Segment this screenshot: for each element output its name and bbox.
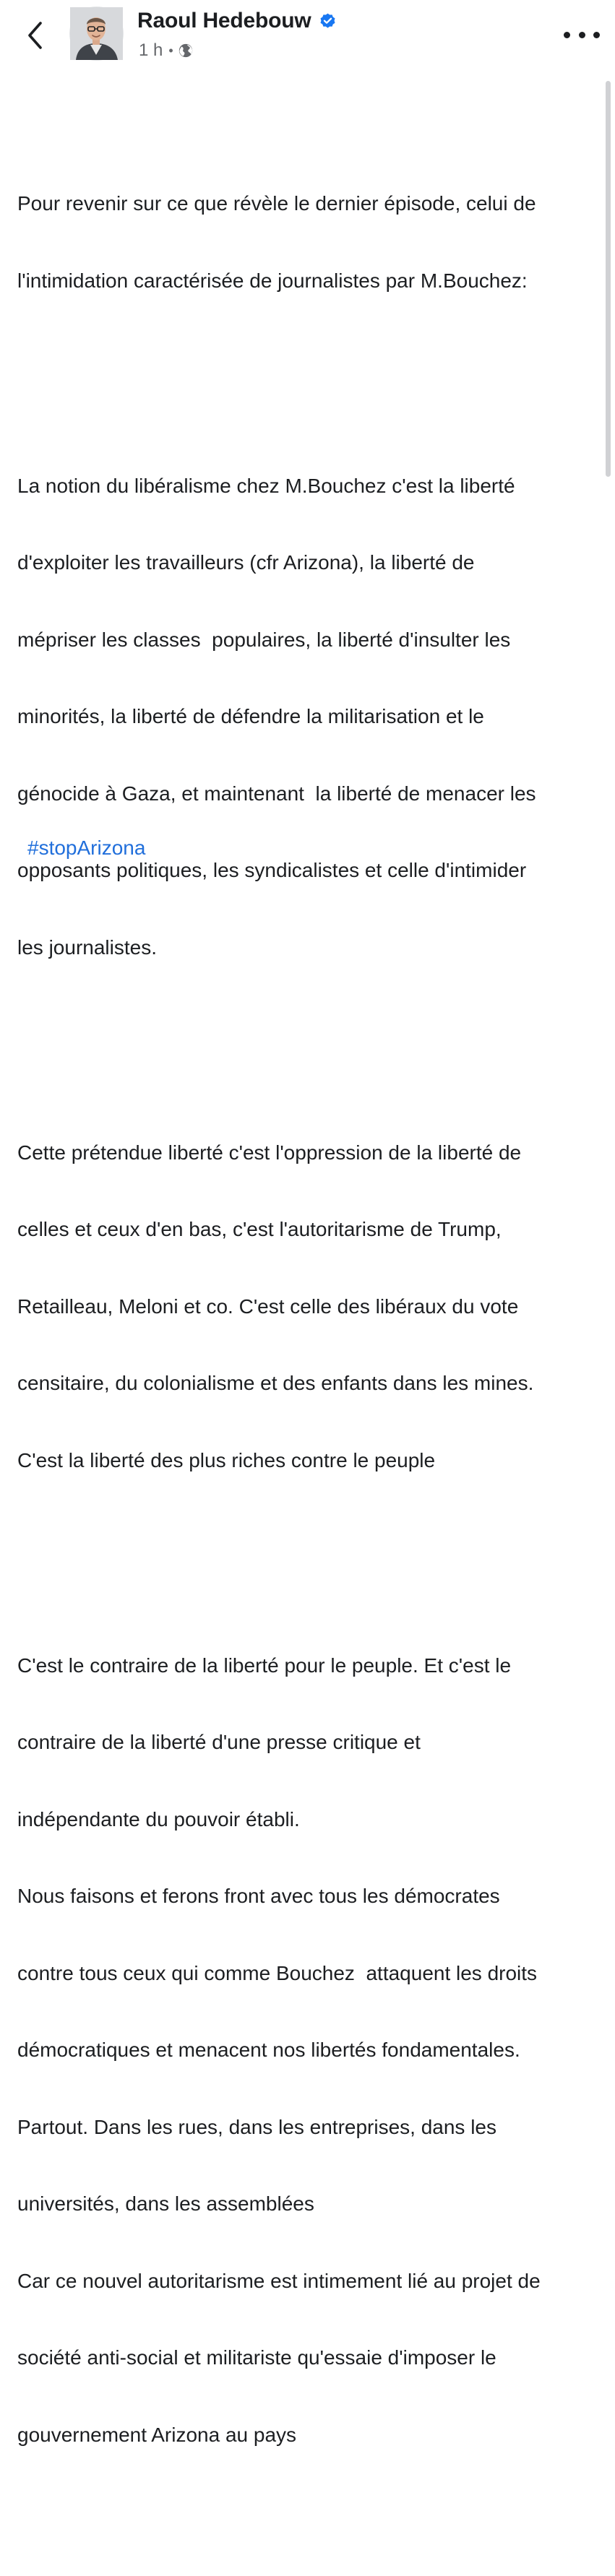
avatar[interactable]	[69, 7, 124, 61]
post-header	[0, 0, 615, 79]
text-line: Retailleau, Meloni et co. C'est celle des libéraux du vote	[17, 1295, 519, 1318]
text-line: C'est la liberté des plus riches contre le peuple	[17, 1448, 436, 1471]
text-line: censitaire, du colonialisme et des enfants dans les mines.	[17, 1372, 534, 1394]
text-line: gouvernement Arizona au pays	[17, 2423, 297, 2446]
globe-icon[interactable]	[178, 43, 194, 59]
post-text	[17, 88, 595, 2576]
text-line: contraire de la liberté d'une presse critique et	[17, 1731, 421, 1753]
text-line: les journalistes.	[17, 935, 157, 959]
post-time[interactable]: 1 h	[139, 40, 163, 60]
text-line: l'intimidation caractérisée de journalistes par M.Bouchez:	[17, 269, 528, 292]
back-button[interactable]	[20, 17, 49, 53]
more-dot-icon	[564, 32, 570, 38]
post-paragraph	[17, 139, 595, 345]
chevron-left-icon	[27, 21, 43, 50]
post-paragraph	[17, 1602, 595, 2499]
text-line: d'exploiter les travailleurs (cfr Arizona), la liberté de	[17, 551, 475, 574]
text-line: La notion du libéralisme chez M.Bouchez c'est la liberté	[17, 474, 515, 497]
verified-badge-icon	[319, 12, 337, 30]
text-line: mépriser les classes populaires, la liberté d'insulter les	[17, 628, 511, 651]
meta-separator: •	[168, 43, 173, 58]
text-line: démocratiques et menacent nos libertés fondamentales.	[17, 2039, 520, 2061]
more-dot-icon	[579, 32, 585, 38]
text-line: minorités, la liberté de défendre la militarisation et le	[17, 705, 484, 727]
more-options-button[interactable]	[564, 22, 600, 48]
text-line: Nous faisons et ferons front avec tous les démocrates	[17, 1885, 500, 1907]
post-paragraph	[17, 1089, 595, 1525]
text-line: Cette prétendue liberté c'est l'oppression de la liberté de	[17, 1141, 522, 1164]
text-line: société anti-social et militariste qu'essaie d'imposer le	[17, 2346, 496, 2369]
text-line: Partout. Dans les rues, dans les entreprises, dans les	[17, 2115, 497, 2138]
text-line: génocide à Gaza, et maintenant la liberté de menacer les	[17, 782, 536, 805]
post-paragraph	[17, 422, 595, 1012]
text-line: Car ce nouvel autoritarisme est intimement lié au projet de	[17, 2269, 541, 2292]
author-name[interactable]	[137, 9, 337, 33]
text-line: C'est le contraire de la liberté pour le peuple. Et c'est le	[17, 1654, 512, 1677]
text-line: Pour revenir sur ce que révèle le dernier épisode, celui de	[17, 192, 536, 215]
text-line: contre tous ceux qui comme Bouchez attaquent les droits	[17, 1961, 538, 1984]
scrollbar-thumb[interactable]	[606, 81, 611, 477]
more-dot-icon	[593, 32, 600, 38]
text-line: opposants politiques, les syndicalistes et celle d'intimider	[17, 859, 527, 881]
profile-photo	[70, 7, 123, 60]
text-line: celles et ceux d'en bas, c'est l'autoritarisme de Trump,	[17, 1218, 502, 1240]
text-line: universités, dans les assemblées	[17, 2192, 314, 2215]
post-meta	[139, 40, 194, 61]
hashtag-link[interactable]: #stopArizona	[27, 837, 146, 859]
text-line: indépendante du pouvoir établi.	[17, 1807, 300, 1831]
author-name-text: Raoul Hedebouw	[137, 9, 311, 33]
